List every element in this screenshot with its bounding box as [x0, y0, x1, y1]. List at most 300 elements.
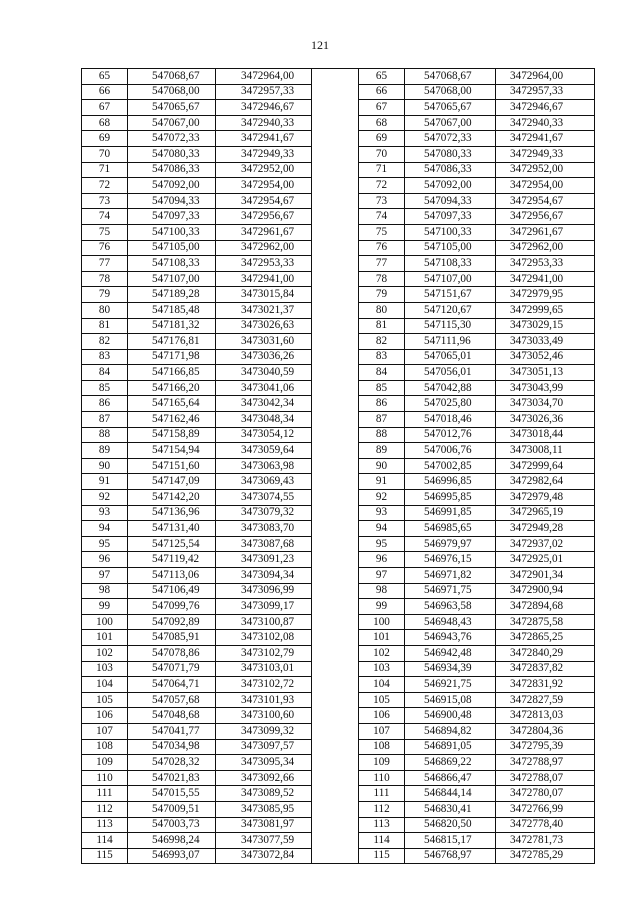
point-number-cell: 110 — [82, 770, 128, 786]
y-coordinate-cell: 3473054,12 — [216, 427, 312, 443]
x-coordinate-cell: 547115,30 — [405, 318, 496, 334]
x-coordinate-cell: 547065,01 — [405, 349, 496, 365]
y-coordinate-cell: 3472964,00 — [496, 69, 595, 85]
y-coordinate-cell: 3472894,68 — [496, 599, 595, 615]
y-coordinate-cell: 3473099,32 — [216, 723, 312, 739]
x-coordinate-cell: 547021,83 — [128, 770, 216, 786]
y-coordinate-cell: 3473069,43 — [216, 474, 312, 490]
point-number-cell: 91 — [359, 474, 405, 490]
y-coordinate-cell: 3472840,29 — [496, 645, 595, 661]
y-coordinate-cell: 3472952,00 — [496, 162, 595, 178]
point-number-cell: 67 — [359, 100, 405, 116]
y-coordinate-cell: 3473079,32 — [216, 505, 312, 521]
x-coordinate-cell: 546995,85 — [405, 490, 496, 506]
point-number-cell: 65 — [82, 69, 128, 85]
point-number-cell: 72 — [359, 178, 405, 194]
column-gap — [312, 490, 359, 506]
y-coordinate-cell: 3473103,01 — [216, 661, 312, 677]
x-coordinate-cell: 547185,48 — [128, 302, 216, 318]
x-coordinate-cell: 546915,08 — [405, 692, 496, 708]
table-row — [82, 349, 595, 365]
table-row — [82, 224, 595, 240]
point-number-cell: 70 — [359, 146, 405, 162]
y-coordinate-cell: 3472780,07 — [496, 786, 595, 802]
point-number-cell: 84 — [359, 365, 405, 381]
x-coordinate-cell: 546963,58 — [405, 599, 496, 615]
table-row — [82, 474, 595, 490]
x-coordinate-cell: 547119,42 — [128, 552, 216, 568]
column-gap — [312, 302, 359, 318]
column-gap — [312, 645, 359, 661]
column-gap — [312, 396, 359, 412]
y-coordinate-cell: 3473101,93 — [216, 692, 312, 708]
x-coordinate-cell: 547028,32 — [128, 755, 216, 771]
y-coordinate-cell: 3472982,64 — [496, 474, 595, 490]
x-coordinate-cell: 546830,41 — [405, 801, 496, 817]
point-number-cell: 73 — [359, 193, 405, 209]
x-coordinate-cell: 547006,76 — [405, 443, 496, 459]
point-number-cell: 83 — [359, 349, 405, 365]
table-row — [82, 739, 595, 755]
y-coordinate-cell: 3472953,33 — [496, 256, 595, 272]
x-coordinate-cell: 546998,24 — [128, 833, 216, 849]
table-row — [82, 645, 595, 661]
column-gap — [312, 723, 359, 739]
point-number-cell: 104 — [359, 677, 405, 693]
y-coordinate-cell: 3472941,00 — [216, 271, 312, 287]
y-coordinate-cell: 3472979,95 — [496, 287, 595, 303]
x-coordinate-cell: 547072,33 — [128, 131, 216, 147]
y-coordinate-cell: 3473097,57 — [216, 739, 312, 755]
point-number-cell: 85 — [359, 380, 405, 396]
column-gap — [312, 458, 359, 474]
y-coordinate-cell: 3473033,49 — [496, 334, 595, 350]
column-gap — [312, 739, 359, 755]
point-number-cell: 102 — [82, 645, 128, 661]
y-coordinate-cell: 3472937,02 — [496, 536, 595, 552]
table-row — [82, 287, 595, 303]
point-number-cell: 96 — [359, 552, 405, 568]
table-row — [82, 302, 595, 318]
point-number-cell: 80 — [82, 302, 128, 318]
table-row — [82, 661, 595, 677]
y-coordinate-cell: 3472956,67 — [216, 209, 312, 225]
column-gap — [312, 287, 359, 303]
point-number-cell: 109 — [82, 755, 128, 771]
column-gap — [312, 193, 359, 209]
x-coordinate-cell: 547158,89 — [128, 427, 216, 443]
x-coordinate-cell: 547034,98 — [128, 739, 216, 755]
x-coordinate-cell: 547108,33 — [405, 256, 496, 272]
point-number-cell: 76 — [82, 240, 128, 256]
point-number-cell: 100 — [82, 614, 128, 630]
point-number-cell: 95 — [82, 536, 128, 552]
column-gap — [312, 521, 359, 537]
table-row — [82, 536, 595, 552]
point-number-cell: 93 — [82, 505, 128, 521]
table-row — [82, 100, 595, 116]
column-gap — [312, 365, 359, 381]
column-gap — [312, 630, 359, 646]
table-row — [82, 318, 595, 334]
x-coordinate-cell: 547092,89 — [128, 614, 216, 630]
table-row — [82, 256, 595, 272]
table-row — [82, 146, 595, 162]
column-gap — [312, 661, 359, 677]
y-coordinate-cell: 3473083,70 — [216, 521, 312, 537]
y-coordinate-cell: 3473026,63 — [216, 318, 312, 334]
point-number-cell: 88 — [82, 427, 128, 443]
table-row — [82, 568, 595, 584]
table-row — [82, 521, 595, 537]
x-coordinate-cell: 547065,67 — [405, 100, 496, 116]
y-coordinate-cell: 3472962,00 — [496, 240, 595, 256]
y-coordinate-cell: 3473029,15 — [496, 318, 595, 334]
y-coordinate-cell: 3472999,65 — [496, 302, 595, 318]
y-coordinate-cell: 3473099,17 — [216, 599, 312, 615]
y-coordinate-cell: 3472946,67 — [216, 100, 312, 116]
y-coordinate-cell: 3473092,66 — [216, 770, 312, 786]
point-number-cell: 111 — [82, 786, 128, 802]
point-number-cell: 90 — [82, 458, 128, 474]
x-coordinate-cell: 547166,85 — [128, 365, 216, 381]
y-coordinate-cell: 3472949,33 — [496, 146, 595, 162]
x-coordinate-cell: 547072,33 — [405, 131, 496, 147]
y-coordinate-cell: 3473042,34 — [216, 396, 312, 412]
x-coordinate-cell: 547048,68 — [128, 708, 216, 724]
point-number-cell: 106 — [359, 708, 405, 724]
column-gap — [312, 708, 359, 724]
point-number-cell: 72 — [82, 178, 128, 194]
column-gap — [312, 614, 359, 630]
y-coordinate-cell: 3472795,39 — [496, 739, 595, 755]
x-coordinate-cell: 547068,00 — [128, 84, 216, 100]
y-coordinate-cell: 3472952,00 — [216, 162, 312, 178]
y-coordinate-cell: 3473100,60 — [216, 708, 312, 724]
table-row — [82, 692, 595, 708]
point-number-cell: 73 — [82, 193, 128, 209]
y-coordinate-cell: 3473063,98 — [216, 458, 312, 474]
table-row — [82, 490, 595, 506]
y-coordinate-cell: 3472954,00 — [216, 178, 312, 194]
y-coordinate-cell: 3472957,33 — [216, 84, 312, 100]
x-coordinate-cell: 547113,06 — [128, 568, 216, 584]
point-number-cell: 113 — [359, 817, 405, 833]
table-row — [82, 817, 595, 833]
y-coordinate-cell: 3473085,95 — [216, 801, 312, 817]
coordinates-table — [81, 68, 595, 864]
y-coordinate-cell: 3473100,87 — [216, 614, 312, 630]
table-row — [82, 209, 595, 225]
x-coordinate-cell: 546869,22 — [405, 755, 496, 771]
y-coordinate-cell: 3473018,44 — [496, 427, 595, 443]
x-coordinate-cell: 547125,54 — [128, 536, 216, 552]
y-coordinate-cell: 3472949,28 — [496, 521, 595, 537]
y-coordinate-cell: 3472956,67 — [496, 209, 595, 225]
x-coordinate-cell: 546948,43 — [405, 614, 496, 630]
column-gap — [312, 786, 359, 802]
x-coordinate-cell: 546894,82 — [405, 723, 496, 739]
table-row — [82, 786, 595, 802]
column-gap — [312, 334, 359, 350]
y-coordinate-cell: 3472940,33 — [496, 115, 595, 131]
x-coordinate-cell: 547015,55 — [128, 786, 216, 802]
point-number-cell: 86 — [82, 396, 128, 412]
column-gap — [312, 848, 359, 864]
point-number-cell: 95 — [359, 536, 405, 552]
x-coordinate-cell: 547107,00 — [128, 271, 216, 287]
x-coordinate-cell: 546768,97 — [405, 848, 496, 864]
point-number-cell: 110 — [359, 770, 405, 786]
point-number-cell: 96 — [82, 552, 128, 568]
table-row — [82, 271, 595, 287]
x-coordinate-cell: 547065,67 — [128, 100, 216, 116]
y-coordinate-cell: 3472954,67 — [496, 193, 595, 209]
x-coordinate-cell: 547097,33 — [405, 209, 496, 225]
x-coordinate-cell: 546942,48 — [405, 645, 496, 661]
y-coordinate-cell: 3472925,01 — [496, 552, 595, 568]
table-row — [82, 614, 595, 630]
point-number-cell: 93 — [359, 505, 405, 521]
column-gap — [312, 692, 359, 708]
x-coordinate-cell: 547131,40 — [128, 521, 216, 537]
x-coordinate-cell: 546866,47 — [405, 770, 496, 786]
y-coordinate-cell: 3473015,84 — [216, 287, 312, 303]
point-number-cell: 94 — [359, 521, 405, 537]
point-number-cell: 87 — [82, 412, 128, 428]
point-number-cell: 71 — [359, 162, 405, 178]
x-coordinate-cell: 547181,32 — [128, 318, 216, 334]
x-coordinate-cell: 546844,14 — [405, 786, 496, 802]
x-coordinate-cell: 547080,33 — [405, 146, 496, 162]
point-number-cell: 102 — [359, 645, 405, 661]
table-row — [82, 396, 595, 412]
point-number-cell: 99 — [82, 599, 128, 615]
table-row — [82, 69, 595, 85]
x-coordinate-cell: 546971,75 — [405, 583, 496, 599]
point-number-cell: 90 — [359, 458, 405, 474]
point-number-cell: 112 — [359, 801, 405, 817]
x-coordinate-cell: 546921,75 — [405, 677, 496, 693]
column-gap — [312, 677, 359, 693]
point-number-cell: 69 — [359, 131, 405, 147]
point-number-cell: 65 — [359, 69, 405, 85]
table-row — [82, 848, 595, 864]
y-coordinate-cell: 3472865,25 — [496, 630, 595, 646]
x-coordinate-cell: 547068,67 — [128, 69, 216, 85]
column-gap — [312, 100, 359, 116]
y-coordinate-cell: 3472954,00 — [496, 178, 595, 194]
x-coordinate-cell: 547041,77 — [128, 723, 216, 739]
y-coordinate-cell: 3472900,94 — [496, 583, 595, 599]
y-coordinate-cell: 3473021,37 — [216, 302, 312, 318]
x-coordinate-cell: 547151,67 — [405, 287, 496, 303]
x-coordinate-cell: 547068,67 — [405, 69, 496, 85]
point-number-cell: 101 — [359, 630, 405, 646]
y-coordinate-cell: 3473036,26 — [216, 349, 312, 365]
column-gap — [312, 240, 359, 256]
point-number-cell: 74 — [359, 209, 405, 225]
x-coordinate-cell: 547080,33 — [128, 146, 216, 162]
point-number-cell: 108 — [359, 739, 405, 755]
point-number-cell: 87 — [359, 412, 405, 428]
table-row — [82, 84, 595, 100]
x-coordinate-cell: 547147,09 — [128, 474, 216, 490]
column-gap — [312, 271, 359, 287]
table-row — [82, 708, 595, 724]
y-coordinate-cell: 3473041,06 — [216, 380, 312, 396]
column-gap — [312, 349, 359, 365]
y-coordinate-cell: 3473091,23 — [216, 552, 312, 568]
x-coordinate-cell: 547092,00 — [405, 178, 496, 194]
column-gap — [312, 755, 359, 771]
table-row — [82, 131, 595, 147]
x-coordinate-cell: 547151,60 — [128, 458, 216, 474]
table-row — [82, 770, 595, 786]
x-coordinate-cell: 547176,81 — [128, 334, 216, 350]
table-row — [82, 458, 595, 474]
point-number-cell: 97 — [359, 568, 405, 584]
point-number-cell: 86 — [359, 396, 405, 412]
table-row — [82, 801, 595, 817]
table-row — [82, 240, 595, 256]
column-gap — [312, 583, 359, 599]
column-gap — [312, 770, 359, 786]
y-coordinate-cell: 3472964,00 — [216, 69, 312, 85]
point-number-cell: 77 — [82, 256, 128, 272]
x-coordinate-cell: 547142,20 — [128, 490, 216, 506]
y-coordinate-cell: 3473074,55 — [216, 490, 312, 506]
y-coordinate-cell: 3472941,67 — [216, 131, 312, 147]
table-row — [82, 162, 595, 178]
y-coordinate-cell: 3473077,59 — [216, 833, 312, 849]
y-coordinate-cell: 3472946,67 — [496, 100, 595, 116]
x-coordinate-cell: 547057,68 — [128, 692, 216, 708]
point-number-cell: 105 — [359, 692, 405, 708]
point-number-cell: 108 — [82, 739, 128, 755]
point-number-cell: 84 — [82, 365, 128, 381]
point-number-cell: 67 — [82, 100, 128, 116]
point-number-cell: 81 — [82, 318, 128, 334]
column-gap — [312, 146, 359, 162]
point-number-cell: 89 — [82, 443, 128, 459]
x-coordinate-cell: 547100,33 — [405, 224, 496, 240]
y-coordinate-cell: 3472979,48 — [496, 490, 595, 506]
x-coordinate-cell: 546820,50 — [405, 817, 496, 833]
x-coordinate-cell: 547099,76 — [128, 599, 216, 615]
table-row — [82, 599, 595, 615]
x-coordinate-cell: 547162,46 — [128, 412, 216, 428]
table-row — [82, 365, 595, 381]
x-coordinate-cell: 547025,80 — [405, 396, 496, 412]
table-row — [82, 380, 595, 396]
point-number-cell: 113 — [82, 817, 128, 833]
x-coordinate-cell: 547042,88 — [405, 380, 496, 396]
y-coordinate-cell: 3472813,03 — [496, 708, 595, 724]
x-coordinate-cell: 547189,28 — [128, 287, 216, 303]
column-gap — [312, 599, 359, 615]
x-coordinate-cell: 547086,33 — [128, 162, 216, 178]
point-number-cell: 92 — [82, 490, 128, 506]
y-coordinate-cell: 3472953,33 — [216, 256, 312, 272]
point-number-cell: 66 — [359, 84, 405, 100]
column-gap — [312, 474, 359, 490]
y-coordinate-cell: 3472804,36 — [496, 723, 595, 739]
point-number-cell: 88 — [359, 427, 405, 443]
column-gap — [312, 209, 359, 225]
point-number-cell: 111 — [359, 786, 405, 802]
point-number-cell: 91 — [82, 474, 128, 490]
y-coordinate-cell: 3472837,82 — [496, 661, 595, 677]
x-coordinate-cell: 547108,33 — [128, 256, 216, 272]
point-number-cell: 89 — [359, 443, 405, 459]
x-coordinate-cell: 547106,49 — [128, 583, 216, 599]
table-row — [82, 412, 595, 428]
column-gap — [312, 505, 359, 521]
point-number-cell: 101 — [82, 630, 128, 646]
point-number-cell: 115 — [82, 848, 128, 864]
point-number-cell: 104 — [82, 677, 128, 693]
column-gap — [312, 443, 359, 459]
point-number-cell: 97 — [82, 568, 128, 584]
table-row — [82, 178, 595, 194]
x-coordinate-cell: 546996,85 — [405, 474, 496, 490]
y-coordinate-cell: 3472831,92 — [496, 677, 595, 693]
x-coordinate-cell: 547094,33 — [128, 193, 216, 209]
x-coordinate-cell: 546985,65 — [405, 521, 496, 537]
x-coordinate-cell: 547018,46 — [405, 412, 496, 428]
y-coordinate-cell: 3473072,84 — [216, 848, 312, 864]
column-gap — [312, 817, 359, 833]
x-coordinate-cell: 546934,39 — [405, 661, 496, 677]
point-number-cell: 82 — [82, 334, 128, 350]
x-coordinate-cell: 547171,98 — [128, 349, 216, 365]
y-coordinate-cell: 3473008,11 — [496, 443, 595, 459]
y-coordinate-cell: 3472781,73 — [496, 833, 595, 849]
column-gap — [312, 115, 359, 131]
table-row — [82, 677, 595, 693]
x-coordinate-cell: 547165,64 — [128, 396, 216, 412]
x-coordinate-cell: 547105,00 — [128, 240, 216, 256]
point-number-cell: 114 — [359, 833, 405, 849]
point-number-cell: 92 — [359, 490, 405, 506]
column-gap — [312, 224, 359, 240]
x-coordinate-cell: 546900,48 — [405, 708, 496, 724]
y-coordinate-cell: 3472949,33 — [216, 146, 312, 162]
y-coordinate-cell: 3472940,33 — [216, 115, 312, 131]
point-number-cell: 81 — [359, 318, 405, 334]
y-coordinate-cell: 3473026,36 — [496, 412, 595, 428]
column-gap — [312, 318, 359, 334]
y-coordinate-cell: 3472965,19 — [496, 505, 595, 521]
x-coordinate-cell: 546971,82 — [405, 568, 496, 584]
y-coordinate-cell: 3472961,67 — [496, 224, 595, 240]
y-coordinate-cell: 3473059,64 — [216, 443, 312, 459]
column-gap — [312, 162, 359, 178]
point-number-cell: 103 — [82, 661, 128, 677]
page-number: 121 — [311, 38, 329, 52]
y-coordinate-cell: 3473095,34 — [216, 755, 312, 771]
x-coordinate-cell: 547107,00 — [405, 271, 496, 287]
point-number-cell: 70 — [82, 146, 128, 162]
x-coordinate-cell: 546979,97 — [405, 536, 496, 552]
table-row — [82, 334, 595, 350]
column-gap — [312, 412, 359, 428]
y-coordinate-cell: 3473094,34 — [216, 568, 312, 584]
table-row — [82, 443, 595, 459]
y-coordinate-cell: 3472778,40 — [496, 817, 595, 833]
column-gap — [312, 552, 359, 568]
